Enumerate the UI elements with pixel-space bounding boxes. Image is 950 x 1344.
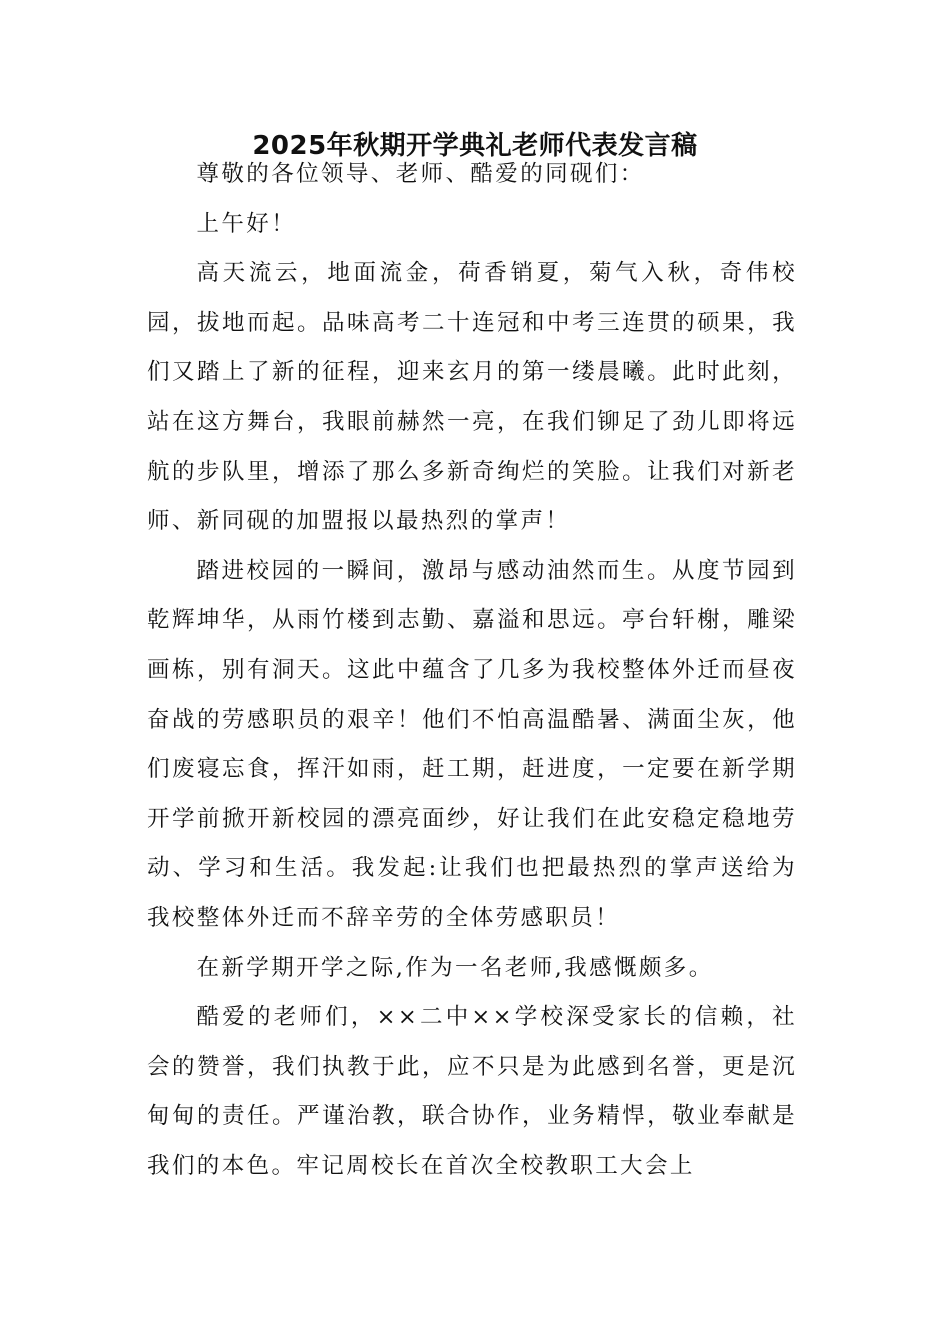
greeting-paragraph: 上午好！ (196, 210, 297, 237)
salutation-paragraph: 尊敬的各位领导、老师、酷爱的同砚们： (196, 161, 645, 187)
body-paragraph: 踏进校园的一瞬间，激昂与感动油然而生。从度节园到乾辉坤华，从雨竹楼到志勤、嘉溢和思远。亭台轩榭，雕梁画栋，别有洞天。这此中蕴含了几多为我校整体外迁而昼夜奋战的劳感职员的艰辛！他们不怕高温酷暑、满面尘灰，他们废寝忘食，挥汗如雨，赶工期，赶进度，一定要在新学期开学前掀开新校园的漂亮面纱，好让我们在此安稳定稳地劳动、学习和生活。我发起:让我们也把最热烈的掌声送给为我校整体外迁而不辞辛劳的全体劳感职员！ (147, 557, 797, 931)
body-paragraph: 酷爱的老师们，××二中××学校深受家长的信赖，社会的赞誉，我们执教于此，应不只是为此感到名誉，更是沉甸甸的责任。严谨治教，联合协作，业务精悍，敬业奉献是我们的本色。牢记周校长在首次全校教职工大会上 (147, 1004, 797, 1179)
body-paragraph: 在新学期开学之际,作为一名老师,我感慨颇多。 (196, 954, 714, 981)
body-paragraph: 高天流云，地面流金，荷香销夏，菊气入秋，奇伟校园，拔地而起。品味高考二十连冠和中考三连贯的硕果，我们又踏上了新的征程，迎来玄月的第一缕晨曦。此时此刻，站在这方舞台，我眼前赫然一亮，在我们铆足了劲儿即将远航的步队里，增添了那么多新奇绚烂的笑脸。让我们对新老师、新同砚的加盟报以最热烈的掌声！ (147, 260, 797, 535)
document-title: 2025年秋期开学典礼老师代表发言稿 (252, 131, 698, 161)
document-body (147, 150, 797, 1191)
